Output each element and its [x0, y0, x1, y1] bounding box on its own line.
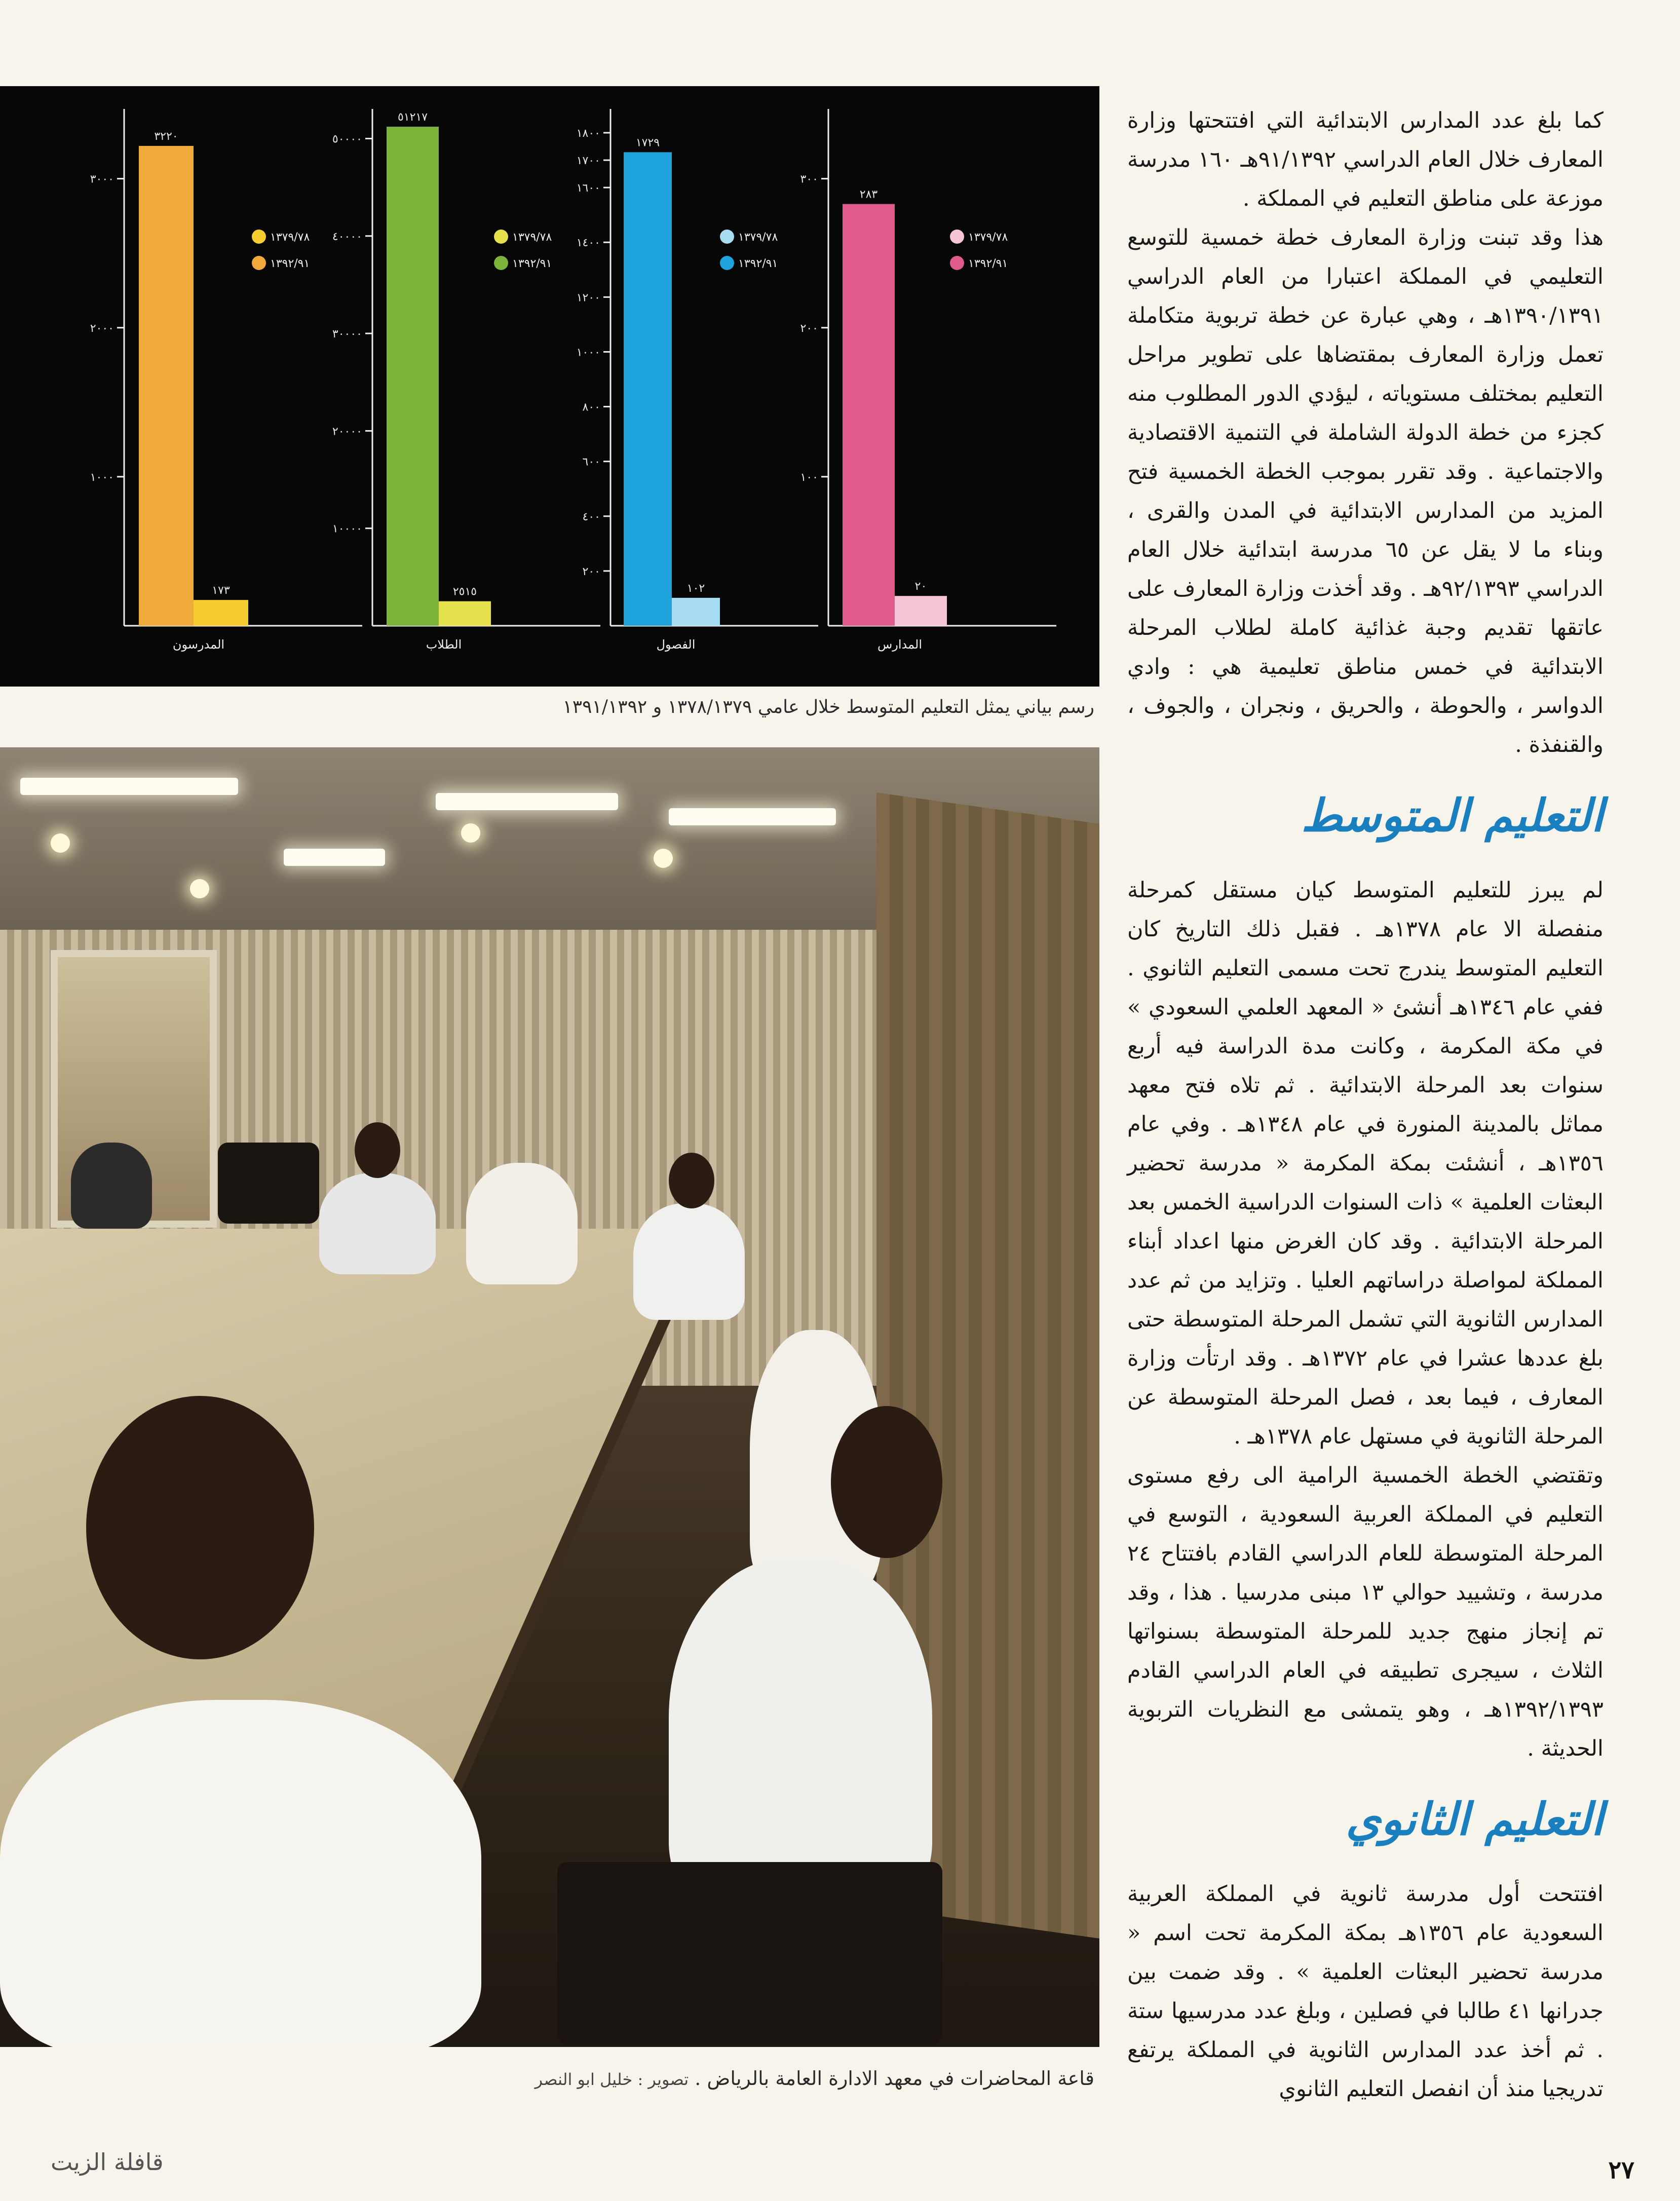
legend-swatch [494, 256, 508, 270]
bar-value-label: ٣٢٢٠ [154, 130, 178, 143]
chart-caption: رسم بياني يمثل التعليم المتوسط خلال عامي ١٣٧٨/١٣٧٩ و ١٣٩١/١٣٩٢ [562, 697, 1094, 717]
section-heading-intermediate: التعليم المتوسط [1301, 789, 1603, 842]
bar-value-label: ١٠٢ [686, 582, 705, 595]
y-tick-label: ٤٠٠ [582, 510, 600, 523]
lecture-hall-photo [0, 747, 1099, 2047]
legend-swatch [252, 230, 266, 244]
y-tick-label: ٢٠٠ [800, 322, 818, 335]
photo-credit: تصوير : خليل ابو النصر [534, 2070, 689, 2089]
bar-value-label: ٢٨٣ [859, 188, 878, 201]
bar-value-label: ١٧٢٩ [635, 136, 660, 149]
legend-entry: ١٣٩٢/٩١ [968, 257, 1008, 270]
y-tick-label: ١٤٠٠ [576, 237, 600, 250]
person-head [831, 1406, 942, 1558]
bar-value-label: ٥١٢١٧ [397, 111, 428, 124]
paragraph: كما بلغ عدد المدارس الابتدائية التي افتتحتها وزارة المعارف خلال العام الدراسي ٩١/١٣٩٢هـ ١٦٠ مدرسة موزعة على مناطق التعليم في المملكة . [1127, 108, 1603, 211]
y-tick-label: ٣٠٠٠ [90, 173, 114, 186]
legend-swatch [494, 230, 508, 244]
y-tick-label: ٨٠٠ [582, 401, 600, 414]
y-tick-label: ١٢٠٠ [576, 291, 600, 305]
bar [843, 204, 895, 626]
bar [895, 596, 947, 626]
paragraph: افتتحت أول مدرسة ثانوية في المملكة العربية السعودية عام ١٣٥٦هـ بمكة المكرمة تحت اسم « مدرسة تحضير البعثات العلمية » . وقد ضمت بين جدرانها ٤١ طالبا في فصلين ، وبلغ عدد مدرسيها ستة . ثم أخذ عدد المدارس الثانوية في المملكة يرتفع تدريجيا منذ أن انفصل التعليم الثانوي [1127, 1881, 1604, 2102]
paragraph: وتقتضي الخطة الخمسية الرامية الى رفع مستوى التعليم في المملكة العربية السعودية ، التوسع في المرحلة المتوسطة للعام الدراسي القادم بافتتاح ٢٤ مدرسة ، وتشييد حوالي ١٣ مبنى مدرسيا . هذا ، وقد تم إنجاز منهج جديد للمرحلة المتوسطة بسنواتها الثلاث ، سيجرى تطبيقه في العام الدراسي القادم ١٣٩٢/١٣٩٣هـ ، وهو يتمشى مع النظريات التربوية الحديثة . [1127, 1463, 1603, 1761]
bar [439, 601, 491, 626]
y-tick-label: ١٧٠٠ [576, 155, 600, 168]
ceiling-spotlight [190, 879, 209, 898]
legend-entry: ١٣٩٢/٩١ [512, 257, 552, 270]
photo-caption [385, 2067, 1094, 2090]
y-tick-label: ٤٠٠٠٠ [332, 230, 362, 243]
bar-value-label: ١٧٣ [212, 584, 230, 597]
seated-person-thobe [466, 1163, 578, 1284]
y-tick-label: ٥٠٠٠٠ [332, 133, 362, 146]
seated-person [71, 1143, 152, 1229]
ceiling-spotlight [461, 823, 480, 843]
chair [218, 1143, 319, 1224]
legend-entry: ١٣٧٩/٧٨ [270, 231, 310, 244]
y-tick-label: ٣٠٠ [800, 173, 818, 186]
legend-entry: ١٣٩٢/٩١ [738, 257, 778, 270]
seated-person [669, 1558, 932, 1913]
ceiling-light [436, 793, 618, 810]
legend-swatch [720, 256, 734, 270]
y-tick-label: ١٠٠٠ [576, 346, 600, 359]
bar [194, 600, 248, 626]
chart-category-label: الفصول [656, 637, 696, 652]
y-tick-label: ٢٠٠٠٠ [332, 425, 362, 438]
paragraph: هذا وقد تبنت وزارة المعارف خطة خمسية للتوسع التعليمي في المملكة اعتبارا من العام الدراسي ١٣٩٠/١٣٩١هـ ، وهي عبارة عن خطة تربوية متكاملة تعمل وزارة المعارف بمقتضاها على تطوير مراحل التعليم بمختلف مستوياته ، ليؤدي الدور المطلوب منه كجزء من خطة الدولة الشاملة في التنمية الاقتصادية والاجتماعية . وقد تقرر بموجب الخطة الخمسية فتح المزيد من المدارس الابتدائية في المدن والقرى ، وبناء ما لا يقل عن ٦٥ مدرسة ابتدائية خلال العام الدراسي ٩٢/١٣٩٣هـ . وقد أخذت وزارة المعارف على عاتقها تقديم وجبة غذائية كاملة لطلاب المرحلة الابتدائية في خمس مناطق تعليمية هي : وادي الدواسر ، والحوطة ، والحريق ، ونجران ، والجوف ، والقنفذة . [1127, 225, 1603, 757]
bar-chart [0, 86, 1099, 687]
y-tick-label: ١٠٠٠ [90, 471, 114, 484]
legend-entry: ١٣٧٩/٧٨ [968, 231, 1008, 244]
photo-caption-text: قاعة المحاضرات في معهد الادارة العامة بالرياض . [695, 2067, 1094, 2090]
bar [624, 152, 672, 626]
legend-swatch [720, 230, 734, 244]
y-tick-label: ٢٠٠٠ [90, 322, 114, 335]
chair [557, 1862, 942, 2044]
seated-person [633, 1203, 745, 1320]
chart-category-label: المدرسون [172, 637, 225, 652]
seated-person [0, 1700, 481, 2047]
y-tick-label: ٦٠٠ [582, 456, 600, 469]
article-text-column [1127, 101, 1603, 2109]
page-number: ٢٧ [1608, 2156, 1634, 2184]
bar-value-label: ٢٥١٥ [452, 585, 477, 598]
person-head [355, 1122, 400, 1178]
y-tick-label: ١٨٠٠ [576, 127, 600, 140]
legend-entry: ١٣٩٢/٩١ [270, 257, 310, 270]
ceiling-spotlight [51, 833, 70, 853]
section-heading-secondary: التعليم الثانوي [1346, 1793, 1603, 1845]
bar-value-label: ٢٠ [914, 580, 927, 593]
y-tick-label: ١٠٠ [800, 471, 818, 484]
legend-swatch [950, 256, 964, 270]
chart-category-label: المدارس [877, 637, 923, 652]
seated-person [319, 1173, 436, 1274]
ceiling-spotlight [654, 849, 673, 868]
bar-chart-panel [0, 86, 1099, 687]
ceiling-light [20, 778, 238, 795]
legend-swatch [950, 230, 964, 244]
ceiling-light [284, 849, 385, 866]
y-tick-label: ١٠٠٠٠ [332, 522, 362, 536]
person-head [669, 1153, 714, 1208]
bar [672, 598, 720, 626]
bar [387, 127, 439, 626]
person-head [86, 1396, 314, 1659]
chart-category-label: الطلاب [426, 637, 462, 652]
magazine-name: قافلة الزيت [51, 2148, 164, 2176]
bar [139, 146, 194, 626]
legend-entry: ١٣٧٩/٧٨ [738, 231, 778, 244]
y-tick-label: ٣٠٠٠٠ [332, 328, 362, 341]
ceiling-light [669, 808, 836, 825]
legend-entry: ١٣٧٩/٧٨ [512, 231, 552, 244]
y-tick-label: ٢٠٠ [582, 565, 600, 578]
paragraph: لم يبرز للتعليم المتوسط كيان مستقل كمرحلة منفصلة الا عام ١٣٧٨هـ . فقبل ذلك التاريخ كان التعليم المتوسط يندرج تحت مسمى التعليم الثانوي . ففي عام ١٣٤٦هـ أنشئ « المعهد العلمي السعودي » في مكة المكرمة ، وكانت مدة الدراسة فيه أربع سنوات بعد المرحلة الابتدائية . ثم تلاه فتح معهد مماثل بالمدينة المنورة في عام ١٣٤٨هـ . وفي عام ١٣٥٦هـ ، أنشئت بمكة المكرمة « مدرسة تحضير البعثات العلمية » ذات السنوات الدراسية الخمس بعد المرحلة الابتدائية . وقد كان الغرض منها اعداد أبناء المملكة لمواصلة دراساتهم العليا . وتزايد من ثم عدد المدارس الثانوية التي تشمل المرحلة المتوسطة حتى بلغ عددها عشرا في عام ١٣٧٢هـ . وقد ارتأت وزارة المعارف ، فيما بعد ، فصل المرحلة المتوسطة عن المرحلة الثانوية في مستهل عام ١٣٧٨هـ . [1127, 878, 1603, 1449]
y-tick-label: ١٦٠٠ [576, 182, 600, 195]
legend-swatch [252, 256, 266, 270]
